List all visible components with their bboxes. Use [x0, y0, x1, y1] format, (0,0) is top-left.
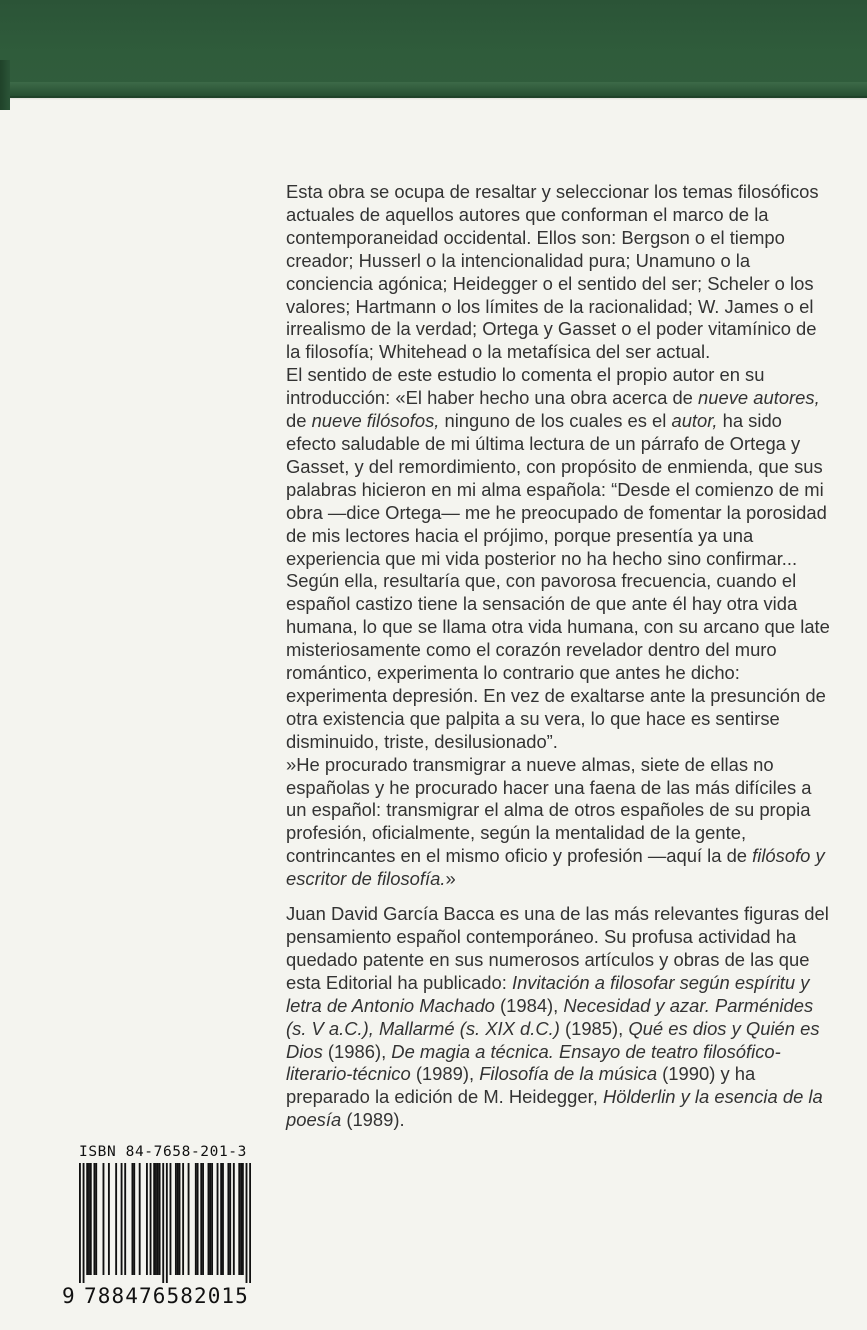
barcode-bar: [88, 1163, 90, 1275]
barcode-bar: [229, 1163, 231, 1275]
barcode-bar: [159, 1163, 161, 1275]
barcode-image: [79, 1163, 251, 1283]
barcode-bar: [242, 1163, 244, 1275]
barcode-bar: [121, 1163, 123, 1275]
barcode-bar: [170, 1163, 172, 1275]
barcode-bar: [195, 1163, 197, 1275]
barcode-bar: [202, 1163, 204, 1275]
barcode-bar: [157, 1163, 159, 1275]
barcode-guard-bar: [83, 1163, 85, 1283]
barcode-bar: [177, 1163, 179, 1275]
barcode-bar: [217, 1163, 219, 1275]
blurb-paragraph-transmigration: »He procurado transmigrar a nueve almas, siete de ellas no españolas y he procurado hacer una faena de las más difíciles a un español: transmigrar el alma de otros españoles de su propia profesión, oficialmente, según la mentalidad de la gente, contrincantes en el mismo oficio y profesión —aquí la de filósofo y escritor de filosofía.»: [286, 753, 825, 890]
barcode-guard-bar: [246, 1163, 248, 1283]
barcode-bar: [95, 1163, 97, 1275]
barcode-bar: [188, 1163, 190, 1275]
barcode-bar: [90, 1163, 92, 1275]
barcode-bar: [238, 1163, 240, 1275]
barcode-bar: [179, 1163, 181, 1275]
barcode-guard-bar: [162, 1163, 164, 1283]
barcode-bar: [150, 1163, 152, 1275]
barcode-bar: [197, 1163, 199, 1275]
author-bio: Juan David García Bacca es una de las más relevantes figuras del pensamiento español contemporáneo. Su profusa actividad ha quedado patente en sus numerosos artículos y obras de las que esta Editorial ha publicado: Invitación a filosofar según espíritu y letra de Antonio Machado (1984), Necesidad y azar. Parménides (s. V a.C.), Mallarmé (s. XIX d.C.) (1985), Qué es dios y Quién es Dios (1986), De magia a técnica. Ensayo de teatro filosófico-literario-técnico (1989), Filosofía de la música (1990) y ha preparado la edición de M. Heidegger, Hölderlin y la esencia de la poesía (1989).: [286, 903, 829, 1131]
barcode-bar: [222, 1163, 224, 1275]
barcode-bar: [200, 1163, 202, 1275]
barcode-digits: 788476582015: [84, 1284, 249, 1308]
barcode-bar: [93, 1163, 95, 1275]
barcode-guard-bar: [249, 1163, 251, 1283]
barcode-bar: [211, 1163, 213, 1275]
barcode-guard-bar: [166, 1163, 168, 1283]
barcode-bar: [115, 1163, 117, 1275]
barcode-bar: [227, 1163, 229, 1275]
barcode-bar: [182, 1163, 184, 1275]
barcode-bar: [103, 1163, 105, 1275]
barcode-bar: [153, 1163, 155, 1275]
cover-spine-edge: [0, 60, 10, 110]
blurb-paragraph-quote: El sentido de este estudio lo comenta el propio autor en su introducción: «El haber hecho una obra acerca de nueve autores, de nueve filósofos, ninguno de los cuales es el autor, ha sido efecto saludable de mi última lectura de un párrafo de Ortega y Gasset, y del remordimiento, con propósito de enmienda, que sus palabras hicieron en mi alma española: “Desde el comienzo de mi obra —dice Ortega— me he preocupado de fomentar la porosidad de mis lectores hacia el prójimo, porque presentía ya una experiencia que mi vida posterior no ha hecho sino confirmar... Según ella, resultaría que, con pavorosa frecuencia, cuando el español castizo tiene la sensación de que ante él hay otra vida humana, lo que se llama otra vida humana, con su arcano que late misteriosamente como el corazón revelador dentro del muro romántico, experimenta lo contrario que antes he dicho: experimenta depresión. En vez de exaltarse ante la presunción de otra existencia que palpita a su vera, lo que hace es sentirse disminuido, triste, desilusionado”.: [286, 364, 830, 752]
barcode-bar: [240, 1163, 242, 1275]
cover-band-shadow: [0, 96, 867, 100]
barcode-bar: [139, 1163, 141, 1275]
barcode-bar: [132, 1163, 134, 1275]
blurb-paragraph-summary: Esta obra se ocupa de resaltar y seleccionar los temas filosóficos actuales de aquellos autores que conforman el marco de la contemporaneidad occidental. Ellos son: Bergson o el tiempo creador; Husserl o la intencionalidad pura; Unamuno o la conciencia agónica; Heidegger o el sentido del ser; Scheler o los valores; Hartmann o los límites de la racionalidad; W. James o el irrealismo de la verdad; Ortega y Gasset o el poder vitamínico de la filosofía; Whitehead o la metafísica del ser actual.: [286, 181, 819, 363]
barcode-guard-bar: [79, 1163, 81, 1283]
barcode-bar: [86, 1163, 88, 1275]
barcode-bar: [220, 1163, 222, 1275]
barcode-prefix-digit: 9: [62, 1284, 75, 1308]
back-cover-blurb: [286, 181, 831, 1132]
barcode-bar: [175, 1163, 177, 1275]
barcode-bar: [155, 1163, 157, 1275]
barcode-bar: [209, 1163, 211, 1275]
barcode-bar: [233, 1163, 235, 1275]
barcode-bar: [208, 1163, 210, 1275]
barcode-bar: [133, 1163, 135, 1275]
barcode-bar: [124, 1163, 126, 1275]
isbn-label: ISBN 84-7658-201-3: [79, 1144, 247, 1160]
barcode-bar: [108, 1163, 110, 1275]
barcode-bar: [146, 1163, 148, 1275]
